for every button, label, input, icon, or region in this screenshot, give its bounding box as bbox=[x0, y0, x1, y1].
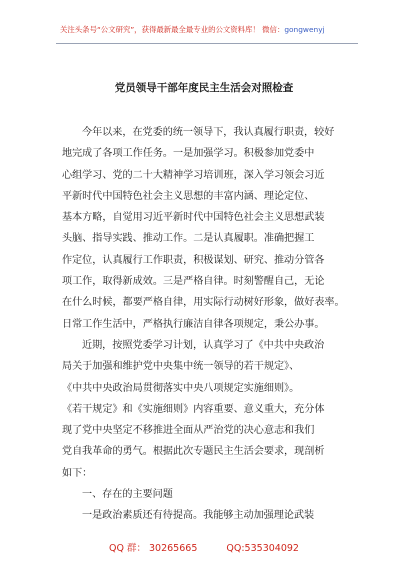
body-line: 一是政治素质还有待提高。我能够主动加强理论武装 bbox=[82, 510, 315, 522]
body-line: 如下： bbox=[62, 467, 93, 479]
banner-text: 关注头条号“公文研究”，获得最新最全最专业的公文资料库！ 微信： bbox=[60, 25, 285, 34]
body-line: 局关于加强和维护党中央集中统一领导的若干规定》、 bbox=[62, 361, 300, 373]
body-line: 心组学习、党的二十大精神学习培训班，深入学习领会习近 bbox=[62, 169, 325, 181]
header-banner bbox=[60, 24, 360, 35]
body-line: 作定位，认真履行工作职责，积极谋划、研究、推动分管各 bbox=[62, 254, 325, 266]
body-line: 日常工作生活中，严格执行廉洁自律各项规定，秉公办事。 bbox=[62, 318, 325, 330]
document-title: 党员领导干部年度民主生活会对照检查 bbox=[114, 82, 294, 94]
body-line: 《中共中央政治局贯彻落实中央八项规定实施细则》。 bbox=[62, 382, 300, 394]
body-line: 近期，按照党委学习计划，认真学习了《中共中央政治 bbox=[82, 339, 325, 351]
header-divider bbox=[56, 43, 358, 44]
footer-qq-number: QQ:535304092 bbox=[226, 543, 299, 554]
body-line: 一、存在的主要问题 bbox=[82, 489, 173, 501]
body-line: 头脑、指导实践、推动工作。二是认真履职。准确把握工 bbox=[62, 233, 315, 245]
body-line: 在什么时候，都要严格自律，用实际行动树好形象，做好表率。 bbox=[62, 297, 345, 309]
body-line: 《若干规定》和《实施细则》内容重要、意义重大，充分体 bbox=[62, 403, 325, 415]
body-line: 现了党中央坚定不移推进全面从严治党的决心意志和我们 bbox=[62, 425, 315, 437]
body-line: 党自我革命的勇气。根据此次专题民主生活会要求，现剖析 bbox=[62, 446, 325, 458]
body-line: 基本方略，自觉用习近平新时代中国特色社会主义思想武装 bbox=[62, 212, 325, 224]
body-line: 项工作，取得新成效。三是严格自律。时刻警醒自己，无论 bbox=[62, 276, 325, 288]
body-line: 今年以来，在党委的统一领导下，我认真履行职责，较好 bbox=[82, 127, 335, 138]
body-line: 平新时代中国特色社会主义思想的丰富内涵、理论定位、 bbox=[62, 190, 315, 202]
body-line: 地完成了各项工作任务。一是加强学习。积极参加党委中 bbox=[62, 148, 315, 160]
footer-qq-group: QQ 群： 30265665 bbox=[109, 543, 198, 554]
wechat-id-link[interactable]: gongwenyj bbox=[284, 25, 325, 34]
document-body bbox=[62, 122, 352, 527]
footer-contact bbox=[0, 540, 408, 554]
